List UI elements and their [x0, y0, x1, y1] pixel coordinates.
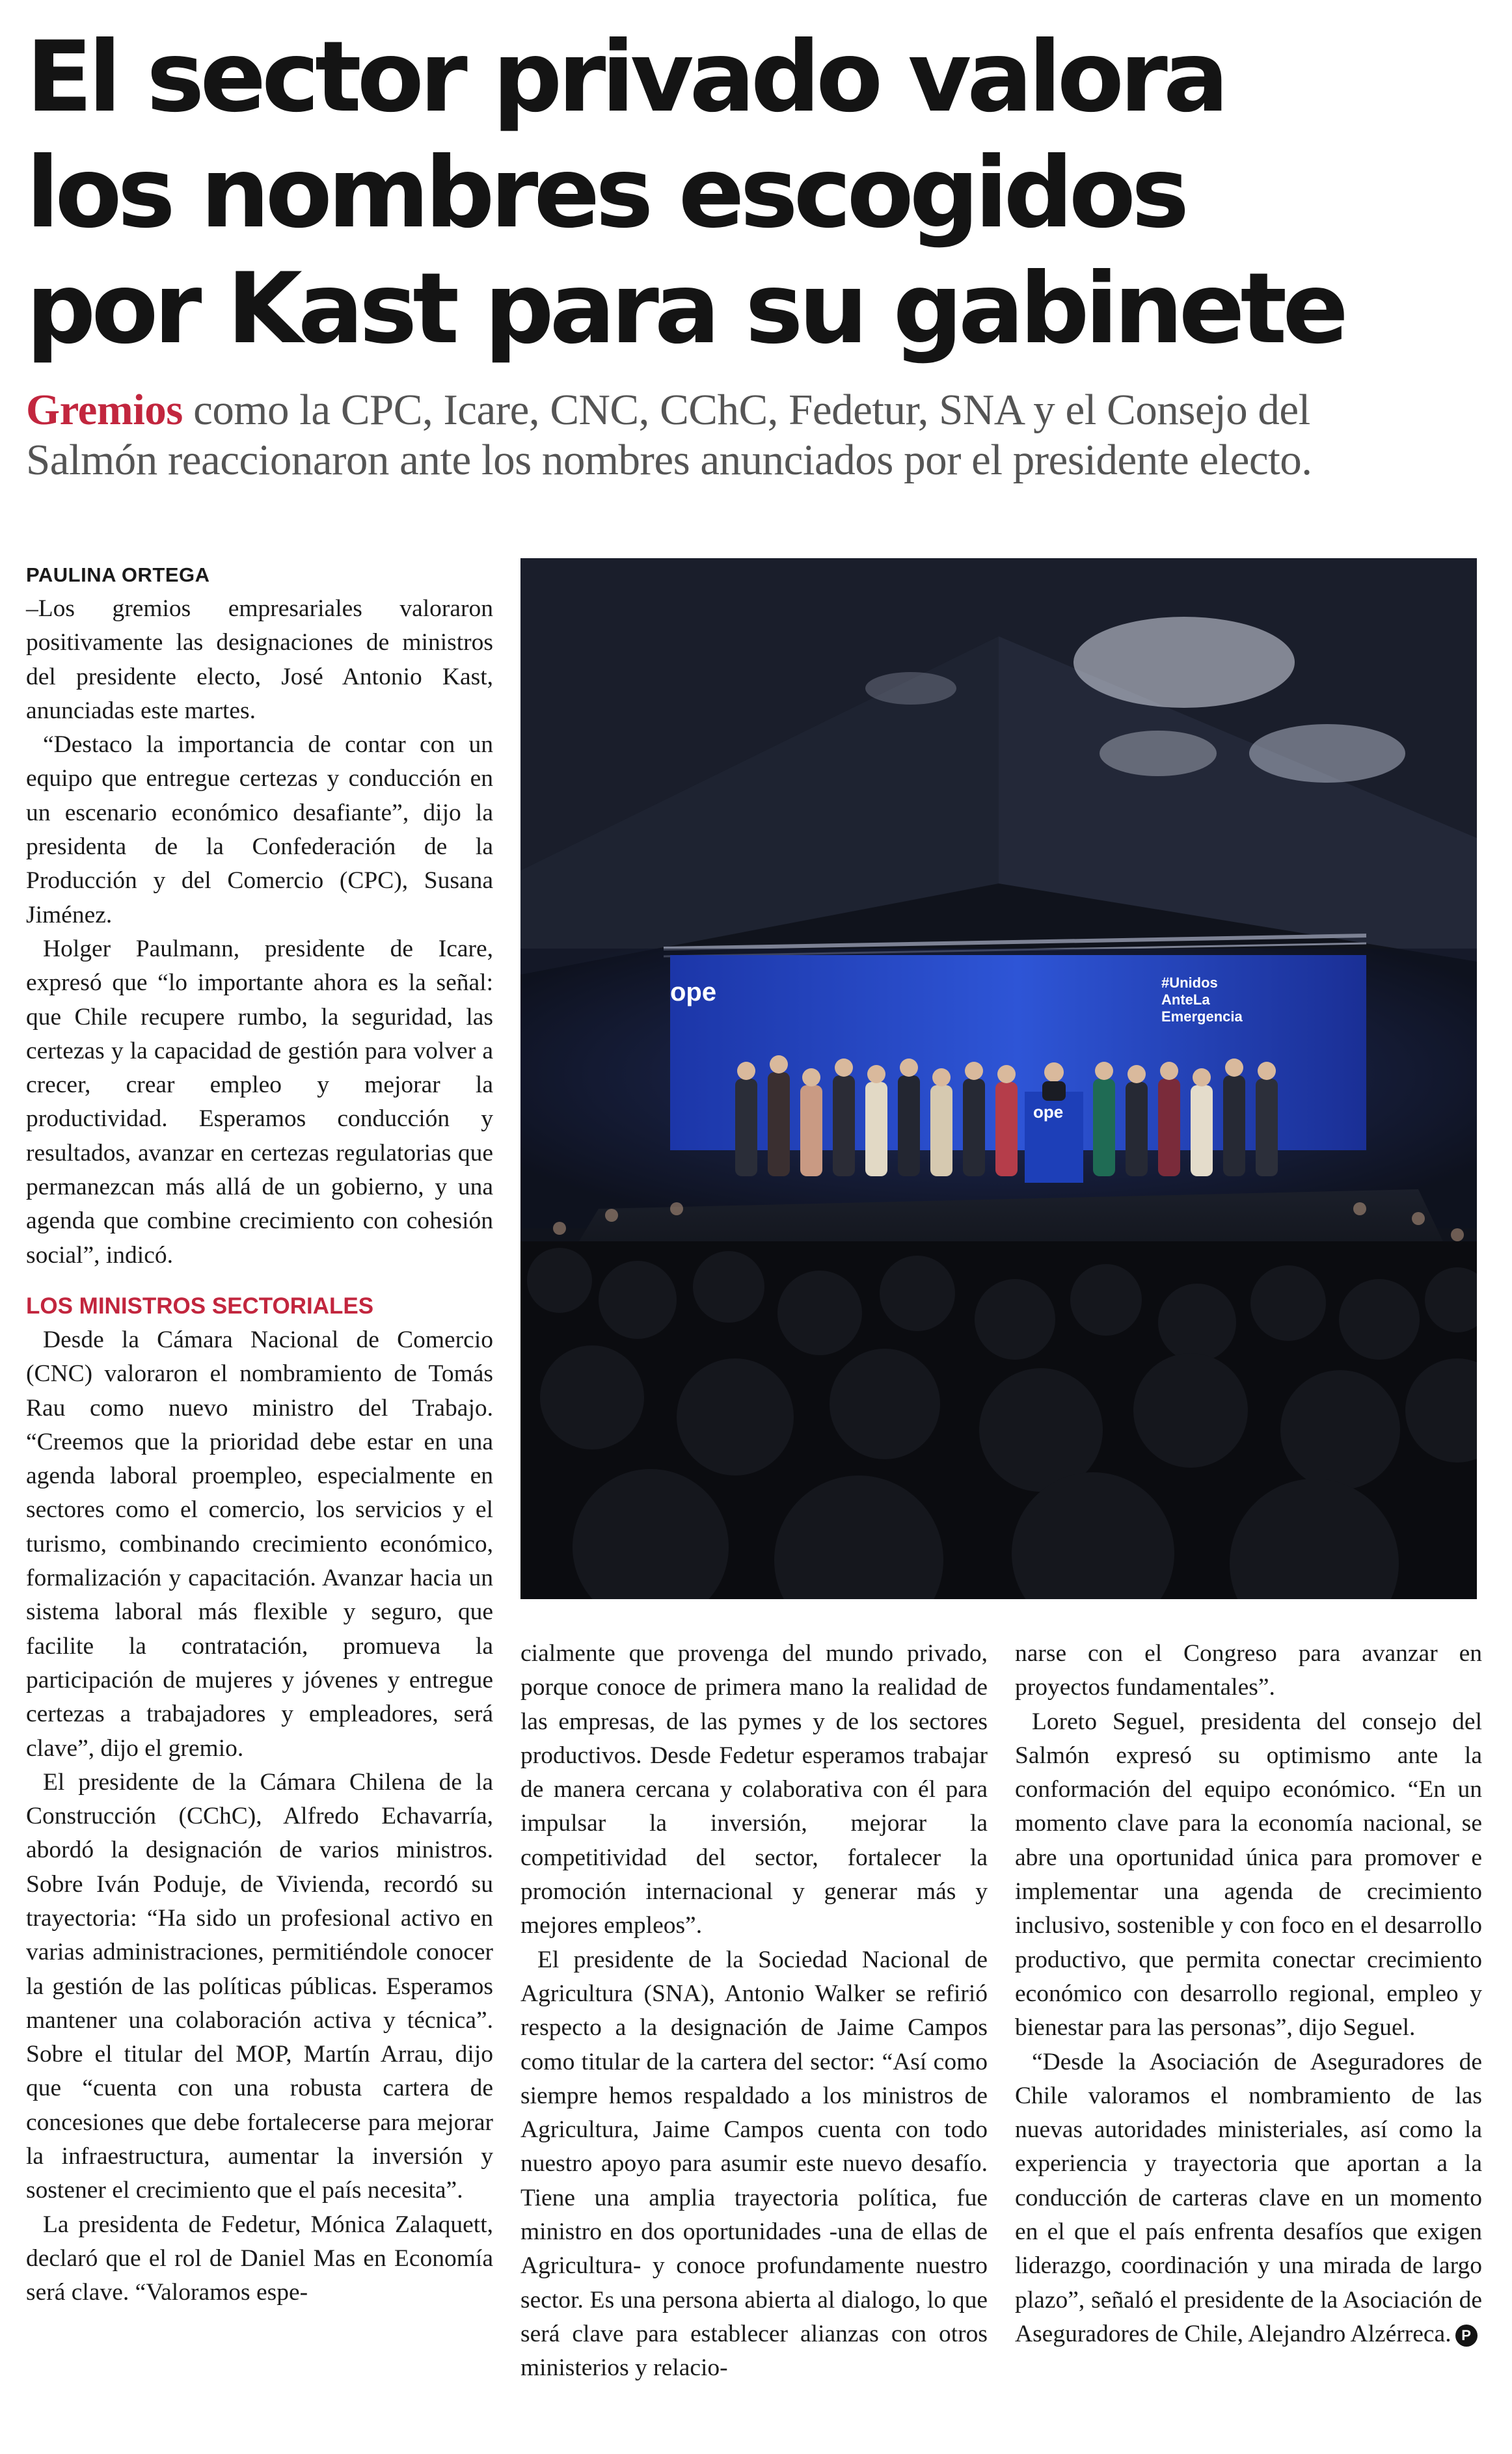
body-paragraph: –Los gremios empresariales valoraron positivamente las designaciones de ministros del presidente electo, José Antonio Kast, anunciadas este martes. — [26, 595, 493, 724]
body-paragraph: El presidente de la Sociedad Nacional de Agricultura (SNA), Antonio Walker se refirió respecto a la designación de Jaime Campos como titular de la cartera del sector: “Así como siempre hemos respaldado a los ministros de Agricultura, Jaime Campos cuenta con todo nuestro apoyo para asumir este nuevo desafío. Tiene una amplia trayectoria política, fue ministro en dos oportunidades -una de ellas de Agricultura- y conoce profundamente nuestro sector. Es una persona abierta al dialogo, lo que será clave para establecer alianzas con otros ministerios y relacio- — [520, 1946, 988, 2382]
screen-slogan-line: #Unidos — [1161, 975, 1218, 991]
body-paragraph: cialmente que provenga del mundo privado, porque conoce de primera mano la realidad de las empresas, de las pymes y de los sectores productivos. Desde Fedetur esperamos trabajar de manera cercana y colaborativa con él para impulsar la inversión, mejorar la competitividad del sector, fortalecer la promoción internacional y generar más y mejores empleos”. — [520, 1640, 988, 1939]
article-column-2 — [520, 1637, 988, 2386]
final-paragraph-text: “Desde la Asociación de Aseguradores de Chile valoramos el nombramiento de las nuevas autoridades ministeriales, así como la experiencia y trayectoria que aportan a la conducción de carteras clave en un momento en el que el país enfrenta desafíos que exigen liderazgo, coordinación y una mirada de largo plazo”, señaló el presidente de la Asociación de Aseguradores de Chile, Alejandro Alzérreca. — [1015, 2048, 1482, 2347]
body-paragraph: El presidente de la Cámara Chilena de la Construcción (CChC), Alfredo Echavarría, abordó la designación de varios ministros. Sobre Iván Poduje, de Vivienda, recordó su trayectoria: “Ha sido un profesional activo en varias administraciones, permitiéndole conocer la gestión de las políticas públicas. Esperamos mantener una colaboración activa y técnica”. Sobre el titular del MOP, Martín Arrau, dijo que “cuenta con una robusta cartera de concesiones que debe fortalecerse para mejorar la infraestructura, aumentar la inversión y sostener el crecimiento que el país necesita”. — [26, 1768, 493, 2204]
headline-line: El sector privado valora — [26, 21, 1225, 134]
deck-line: Salmón reaccionaron ante los nombres anunciados por el presidente electo. — [26, 436, 1312, 484]
deck-kicker: Gremios — [26, 386, 183, 434]
screen-slogan-line: Emergencia — [1161, 1008, 1243, 1025]
screen-logo: ope — [670, 978, 717, 1006]
body-paragraph: La presidenta de Fedetur, Mónica Zalaquett, declaró que el rol de Daniel Mas en Economía será clave. “Valoramos espe- — [26, 2211, 493, 2306]
byline: PAULINA ORTEGA — [26, 563, 210, 586]
podium-logo: ope — [1033, 1102, 1064, 1122]
article-column-1 — [26, 558, 493, 2310]
body-paragraph: Holger Paulmann, presidente de Icare, expresó que “lo importante ahora es la señal: que Chile recupere rumbo, la seguridad, las certezas y la capacidad de gestión para volver a crecer, crear empleo y mejorar la productividad. Esperamos conducción y resultados, avanzar en certezas regulatorias que permanezcan más allá de un gobierno, y una agenda que combine crecimiento con cohesión social”, indicó. — [26, 935, 493, 1269]
screen-slogan-line: AnteLa — [1161, 991, 1210, 1008]
section-heading: LOS MINISTROS SECTORIALES — [26, 1293, 374, 1319]
headline — [26, 20, 1483, 367]
body-paragraph: narse con el Congreso para avanzar en proyectos fundamentales”. — [1015, 1640, 1482, 1701]
article-column-3 — [1015, 1637, 1482, 2351]
event-photo — [520, 558, 1477, 1599]
headline-line: los nombres escogidos — [26, 137, 1185, 250]
deck-line — [26, 385, 1483, 435]
headline-line: por Kast para su gabinete — [26, 252, 1344, 366]
body-paragraph: Desde la Cámara Nacional de Comercio (CNC) valoraron el nombramiento de Tomás Rau como nuevo ministro del Trabajo. “Creemos que la prioridad debe estar en una agenda laboral proempleo, especialmente en sectores como el comercio, los servicios y el turismo, combinando crecimiento económico, formalización y capacitación. Avanzar hacia un sistema laboral más flexible y seguro, que facilite la contratación, promueva la participación de mujeres y jóvenes y entregue certezas a trabajadores y empleadores, será clave”, dijo el gremio. — [26, 1326, 493, 1762]
deck-text: como la CPC, Icare, CNC, CChC, Fedetur, SNA y el Consejo del — [182, 386, 1310, 434]
end-mark-icon: P — [1455, 2325, 1478, 2347]
body-paragraph: “Destaco la importancia de contar con un equipo que entregue certezas y conducción en un escenario económico desafiante”, dijo la presidenta de la Confederación de la Producción y del Comercio (CPC), Susana Jiménez. — [26, 731, 493, 928]
deck — [26, 385, 1483, 485]
body-paragraph: Loreto Seguel, presidenta del consejo del Salmón expresó su optimismo ante la conformación del equipo económico. “En un momento clave para la economía nacional, se abre una oportunidad única para promover e implementar una agenda de crecimiento inclusivo, sostenible y con foco en el desarrollo productivo, que permita conectar crecimiento económico con desarrollo regional, empleo y bienestar para las personas”, dijo Seguel. — [1015, 1708, 1482, 2042]
body-paragraph — [1015, 2045, 1482, 2352]
